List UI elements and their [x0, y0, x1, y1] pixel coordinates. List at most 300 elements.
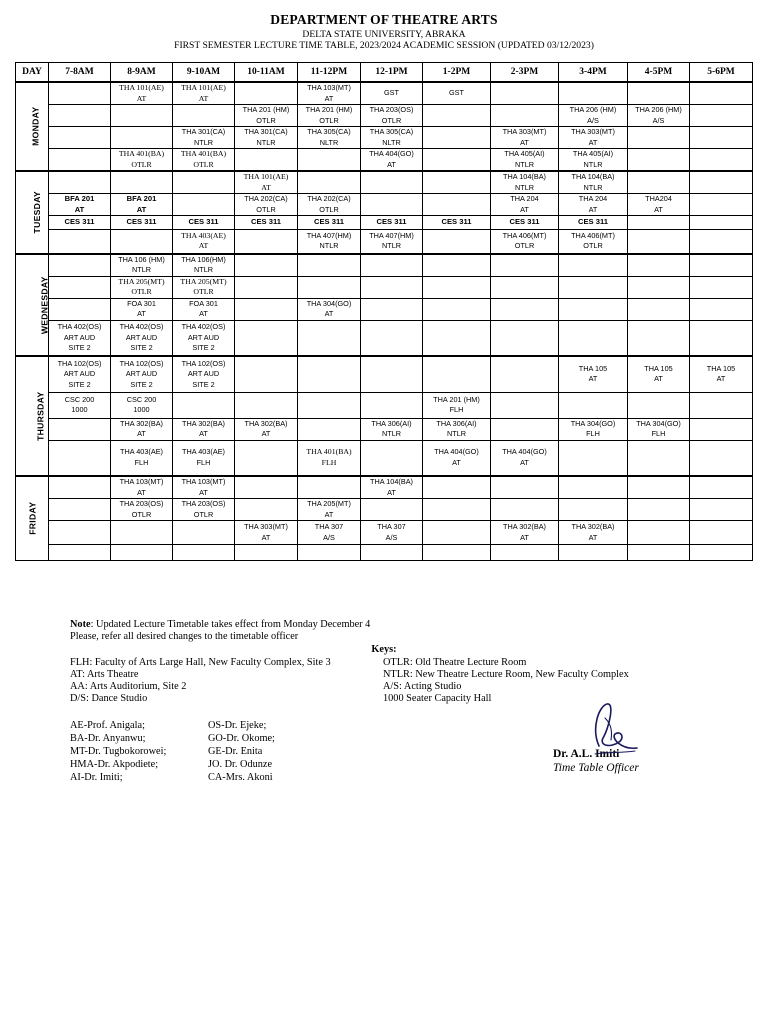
timetable-cell: [173, 105, 235, 127]
cell-line: A/S: [323, 532, 335, 542]
timetable-cell: [628, 216, 690, 230]
timetable-cell: [491, 127, 559, 149]
timetable-cell: [298, 499, 361, 521]
cell-line: AT: [654, 374, 663, 384]
cell-line: THA 205(MT): [307, 499, 351, 508]
timetable-cell: [690, 521, 753, 545]
table-row: [16, 82, 753, 105]
cell-line: AT: [198, 241, 209, 251]
timetable-cell: [423, 171, 491, 194]
cell-line: FLH: [586, 429, 600, 438]
cell-line: AT: [588, 532, 598, 542]
timetable-grid: [15, 62, 753, 561]
timetable-cell: [235, 545, 298, 561]
cell-line: FOA 301: [127, 298, 156, 308]
timetable-cell: [361, 418, 423, 440]
cell-line: AT: [137, 429, 146, 438]
table-row: [16, 254, 753, 277]
timetable-cell: [690, 171, 753, 194]
timetable-cell: [111, 127, 173, 149]
cell-line: AT: [199, 429, 208, 438]
timetable-cell: [49, 254, 111, 277]
cell-line: AT: [387, 159, 396, 169]
cell-line: THA 301(CA): [244, 127, 288, 136]
timetable-cell: [298, 418, 361, 440]
timetable-cell: [49, 440, 111, 476]
cell-line: NTLR: [514, 182, 535, 192]
cell-line: CES 311: [126, 217, 157, 227]
cell-line: AT: [324, 93, 334, 103]
timetable-cell: [423, 440, 491, 476]
timetable-cell: [235, 356, 298, 392]
cell-line: AT: [520, 137, 529, 147]
day-label-text: FRIDAY: [27, 502, 38, 535]
timetable-cell: [559, 216, 628, 230]
cell-line: AT: [654, 204, 663, 214]
timetable-cell: [173, 194, 235, 216]
cell-line: THA 102(OS): [119, 358, 164, 368]
cell-line: ART AUD: [63, 332, 96, 342]
timetable-cell: [49, 194, 111, 216]
cell-line: AT: [137, 309, 146, 318]
cell-line: AT: [137, 487, 146, 497]
key-item: AT: Arts Theatre: [70, 669, 139, 680]
table-row: [16, 298, 753, 320]
cell-line: OTLR: [319, 204, 339, 214]
cell-line: THA 404(GO): [502, 447, 547, 457]
cell-line: THA 302(BA): [182, 418, 225, 428]
timetable-cell: [298, 545, 361, 561]
cell-line: THA 305(CA): [369, 127, 414, 136]
cell-line: THA 106(HM): [181, 254, 226, 264]
table-row: [16, 230, 753, 254]
timetable-cell: [690, 194, 753, 216]
timetable-cell: [173, 230, 235, 254]
cell-line: A/S: [652, 115, 665, 125]
timetable-cell: [423, 254, 491, 277]
timetable-cell: [559, 418, 628, 440]
day-label: [16, 82, 49, 171]
cell-line: NTLR: [193, 265, 214, 274]
timetable-cell: [690, 320, 753, 356]
timetable-cell: [173, 127, 235, 149]
timetable-cell: [298, 82, 361, 105]
timetable-cell: [423, 499, 491, 521]
timetable-cell: [235, 499, 298, 521]
cell-line: THA 204: [510, 194, 539, 203]
timetable-cell: [690, 392, 753, 418]
university-name: DELTA STATE UNIVERSITY, ABRAKA: [302, 29, 466, 40]
timetable-cell: [111, 194, 173, 216]
timetable-cell: [423, 418, 491, 440]
cell-line: THA 405(AI): [572, 149, 614, 158]
cell-line: AT: [261, 182, 271, 192]
cell-line: AT: [324, 509, 334, 519]
cell-line: THA 301(CA): [181, 127, 226, 136]
key-item: AA: Arts Auditorium, Site 2: [70, 681, 187, 692]
timetable-cell: [423, 476, 491, 499]
timetable-cell: [423, 545, 491, 561]
column-header-time: 1-2PM: [423, 63, 491, 83]
cell-line: ART AUD: [125, 332, 158, 342]
cell-line: THA 201 (HM): [305, 105, 353, 114]
timetable-cell: [423, 127, 491, 149]
cell-line: THA 304(GO): [636, 418, 681, 428]
timetable-cell: [361, 392, 423, 418]
timetable-cell: [173, 82, 235, 105]
cell-line: THA 203(OS): [181, 499, 226, 508]
timetable-cell: [111, 320, 173, 356]
lecturer-item: AE-Prof. Anigala;: [70, 720, 145, 731]
cell-line: AT: [520, 204, 529, 214]
cell-line: THA204: [645, 194, 672, 203]
timetable-cell: [559, 171, 628, 194]
column-header-time: 10-11AM: [235, 63, 298, 83]
cell-line: FLH: [651, 429, 666, 438]
table-row: [16, 356, 753, 392]
timetable-cell: [111, 521, 173, 545]
timetable-cell: [49, 298, 111, 320]
cell-line: THA 103(MT): [307, 83, 351, 92]
lecturer-item: GO-Dr. Okome;: [208, 733, 275, 744]
cell-line: THA 206 (HM): [635, 105, 682, 114]
timetable-cell: [361, 356, 423, 392]
timetable-cell: [491, 499, 559, 521]
timetable-cell: [690, 298, 753, 320]
cell-line: A/S: [587, 115, 599, 125]
timetable-cell: [423, 216, 491, 230]
cell-line: SITE 2: [130, 379, 153, 389]
cell-line: AT: [261, 532, 271, 542]
cell-line: THA 101(AE): [243, 172, 289, 181]
timetable-cell: [235, 127, 298, 149]
cell-line: THA 304(GO): [570, 418, 616, 428]
cell-line: 1000: [71, 405, 88, 414]
timetable-cell: [235, 392, 298, 418]
cell-line: THA 203(OS): [119, 499, 164, 508]
cell-line: THA 105: [644, 363, 673, 373]
timetable-cell: [628, 127, 690, 149]
table-row: [16, 216, 753, 230]
day-label: [16, 476, 49, 561]
cell-line: OTLR: [256, 204, 276, 214]
cell-line: ART AUD: [63, 369, 96, 378]
cell-line: THA 302(BA): [120, 418, 163, 428]
timetable-cell: [690, 356, 753, 392]
cell-line: THA 104(BA): [503, 172, 546, 181]
timetable-cell: [49, 230, 111, 254]
day-label: [16, 171, 49, 254]
timetable-cell: [49, 171, 111, 194]
timetable-cell: [111, 82, 173, 105]
timetable-cell: [111, 476, 173, 499]
cell-line: THA 403(AE): [182, 447, 225, 457]
timetable-cell: [628, 440, 690, 476]
cell-line: THA 202(CA): [244, 194, 288, 203]
key-item: OTLR: Old Theatre Lecture Room: [383, 657, 527, 668]
table-row: [16, 499, 753, 521]
timetable-cell: [690, 476, 753, 499]
timetable-cell: [111, 545, 173, 561]
cell-line: OTLR: [319, 115, 339, 125]
timetable-cell: [49, 521, 111, 545]
timetable-cell: [235, 521, 298, 545]
timetable-cell: [111, 105, 173, 127]
timetable-cell: [559, 545, 628, 561]
timetable-cell: [423, 276, 491, 298]
column-header-time: 8-9AM: [111, 63, 173, 83]
cell-line: AT: [452, 457, 461, 467]
timetable-cell: [298, 230, 361, 254]
day-label-text: MONDAY: [30, 106, 41, 147]
timetable-cell: [173, 254, 235, 277]
cell-line: SITE 2: [68, 343, 91, 352]
lecturer-item: OS-Dr. Ejeke;: [208, 720, 267, 731]
cell-line: THA 303(MT): [244, 522, 288, 531]
timetable-cell: [491, 440, 559, 476]
timetable-cell: [628, 298, 690, 320]
cell-line: AT: [199, 309, 208, 318]
timetable-cell: [628, 499, 690, 521]
timetable-cell: [628, 105, 690, 127]
cell-line: THA 303(MT): [571, 127, 615, 136]
cell-line: CSC 200: [64, 394, 95, 404]
cell-line: NTLR: [131, 265, 152, 274]
cell-line: OTLR: [131, 159, 152, 169]
timetable-cell: [111, 171, 173, 194]
timetable-cell: [690, 82, 753, 105]
cell-line: NTLR: [583, 159, 603, 169]
table-row: [16, 418, 753, 440]
timetable-cell: [235, 276, 298, 298]
cell-line: FLH: [196, 457, 211, 467]
timetable-cell: [361, 545, 423, 561]
timetable-cell: [361, 216, 423, 230]
timetable-cell: [690, 545, 753, 561]
timetable-body: [16, 82, 753, 561]
timetable-cell: [298, 476, 361, 499]
cell-line: SITE 2: [68, 379, 91, 389]
note-line-1: [70, 619, 370, 632]
timetable-cell: [361, 127, 423, 149]
timetable-cell: [173, 298, 235, 320]
timetable-cell: [690, 230, 753, 254]
cell-line: CES 311: [509, 217, 540, 227]
timetable-header-row: [16, 63, 753, 83]
timetable-cell: [111, 254, 173, 277]
timetable-cell: [173, 440, 235, 476]
cell-line: BFA 201: [126, 194, 157, 203]
cell-line: THA 201 (HM): [242, 105, 290, 114]
cell-line: THA 102(OS): [181, 358, 226, 368]
cell-line: CSC 200: [126, 394, 157, 404]
key-item: 1000 Seater Capacity Hall: [383, 693, 492, 704]
cell-line: THA 106 (HM): [118, 254, 165, 264]
timetable-cell: [235, 320, 298, 356]
timetable-cell: [111, 440, 173, 476]
timetable-cell: [491, 418, 559, 440]
timetable-cell: [690, 440, 753, 476]
timetable-cell: [49, 149, 111, 172]
timetable-cell: [628, 545, 690, 561]
timetable-cell: [690, 254, 753, 277]
cell-line: NTLR: [381, 241, 402, 251]
cell-line: CES 311: [578, 217, 608, 227]
timetable-cell: [298, 320, 361, 356]
timetable-cell: [173, 392, 235, 418]
cell-line: FOA 301: [189, 298, 218, 308]
cell-line: CES 311: [251, 217, 281, 227]
table-row: [16, 521, 753, 545]
cell-line: AT: [324, 309, 334, 318]
timetable-cell: [559, 82, 628, 105]
timetable-cell: [173, 276, 235, 298]
timetable-cell: [690, 499, 753, 521]
cell-line: THA 204: [578, 194, 608, 203]
cell-line: AT: [588, 137, 598, 147]
timetable-cell: [690, 418, 753, 440]
cell-line: THA 407(HM): [369, 230, 414, 240]
cell-line: FLH: [321, 457, 337, 467]
cell-line: NLTR: [319, 137, 339, 147]
timetable-cell: [628, 149, 690, 172]
cell-line: THA 105: [578, 363, 608, 373]
timetable-cell: [298, 521, 361, 545]
timetable-cell: [628, 418, 690, 440]
cell-line: THA 307: [377, 522, 406, 531]
timetable-cell: [628, 171, 690, 194]
timetable-cell: [491, 194, 559, 216]
timetable-cell: [361, 298, 423, 320]
timetable-cell: [235, 230, 298, 254]
day-label-text: TUESDAY: [31, 191, 42, 234]
timetable-cell: [298, 216, 361, 230]
timetable-cell: [235, 82, 298, 105]
timetable-cell: [235, 476, 298, 499]
keys-title: Keys:: [371, 644, 397, 655]
cell-line: OTLR: [381, 115, 402, 125]
cell-line: NTLR: [319, 241, 339, 251]
timetable-cell: [559, 149, 628, 172]
timetable-cell: [491, 320, 559, 356]
timetable-cell: [111, 499, 173, 521]
timetable-cell: [628, 356, 690, 392]
cell-line: AT: [520, 457, 529, 467]
timetable-cell: [298, 105, 361, 127]
timetable-cell: [361, 149, 423, 172]
cell-line: THA 203(OS): [369, 105, 414, 114]
cell-line: CES 311: [314, 217, 344, 227]
lecturer-item: BA-Dr. Anyanwu;: [70, 733, 146, 744]
cell-line: THA 401(BA): [180, 149, 227, 158]
day-label: [16, 356, 49, 476]
timetable-cell: [298, 171, 361, 194]
timetable-cell: [235, 149, 298, 172]
day-label-text: WEDNESDAY: [39, 275, 50, 334]
cell-line: THA 104(BA): [571, 172, 615, 181]
cell-line: NTLR: [256, 137, 276, 147]
timetable-cell: [559, 476, 628, 499]
column-header-time: 7-8AM: [49, 63, 111, 83]
timetable-cell: [173, 545, 235, 561]
timetable-cell: [173, 476, 235, 499]
cell-line: GST: [449, 88, 464, 98]
timetable-cell: [491, 216, 559, 230]
cell-line: THA 105: [706, 363, 736, 373]
timetable-cell: [111, 298, 173, 320]
cell-line: NTLR: [446, 429, 467, 438]
timetable-cell: [628, 476, 690, 499]
cell-line: THA 102(OS): [57, 358, 102, 368]
timetable-cell: [49, 499, 111, 521]
cell-line: OTLR: [193, 287, 214, 296]
timetable-cell: [423, 320, 491, 356]
timetable-cell: [111, 149, 173, 172]
timetable-cell: [491, 298, 559, 320]
cell-line: AT: [716, 374, 726, 384]
timetable-cell: [690, 149, 753, 172]
timetable-cell: [628, 320, 690, 356]
timetable-cell: [298, 298, 361, 320]
timetable-cell: [559, 254, 628, 277]
column-header-time: 3-4PM: [559, 63, 628, 83]
timetable-cell: [361, 476, 423, 499]
timetable-cell: [559, 127, 628, 149]
timetable-cell: [49, 320, 111, 356]
timetable-cell: [628, 392, 690, 418]
cell-line: THA 205(MT): [180, 276, 227, 286]
cell-line: AT: [136, 204, 147, 214]
cell-line: BFA 201: [64, 194, 95, 203]
cell-line: THA 402(OS): [119, 322, 164, 331]
timetable-cell: [235, 171, 298, 194]
timetable-cell: [361, 105, 423, 127]
note-text: : Updated Lecture Timetable takes effect from Monday December 4: [90, 619, 371, 630]
cell-line: THA 101(AE): [119, 83, 164, 92]
cell-line: AT: [387, 487, 396, 497]
table-row: [16, 127, 753, 149]
timetable-cell: [559, 440, 628, 476]
timetable-cell: [559, 356, 628, 392]
timetable-cell: [235, 298, 298, 320]
timetable-cell: [173, 356, 235, 392]
cell-line: CES 311: [64, 217, 95, 227]
timetable-cell: [235, 194, 298, 216]
timetable-cell: [559, 499, 628, 521]
timetable-cell: [559, 194, 628, 216]
timetable-cell: [491, 476, 559, 499]
cell-line: THA 302(BA): [244, 418, 288, 428]
cell-line: AT: [261, 429, 271, 438]
cell-line: THA 403(AE): [181, 230, 226, 240]
table-row: [16, 276, 753, 298]
cell-line: NTLR: [193, 137, 214, 147]
timetable-cell: [173, 499, 235, 521]
cell-line: A/S: [385, 532, 398, 542]
timetable-cell: [49, 392, 111, 418]
timetable-cell: [361, 171, 423, 194]
key-item: A/S: Acting Studio: [383, 681, 462, 692]
timetable-cell: [559, 320, 628, 356]
cell-line: THA 307: [314, 522, 344, 531]
table-row: [16, 194, 753, 216]
timetable-cell: [491, 545, 559, 561]
timetable-cell: [690, 276, 753, 298]
timetable-cell: [491, 82, 559, 105]
cell-line: OTLR: [583, 241, 603, 251]
timetable-cell: [235, 105, 298, 127]
table-row: [16, 320, 753, 356]
